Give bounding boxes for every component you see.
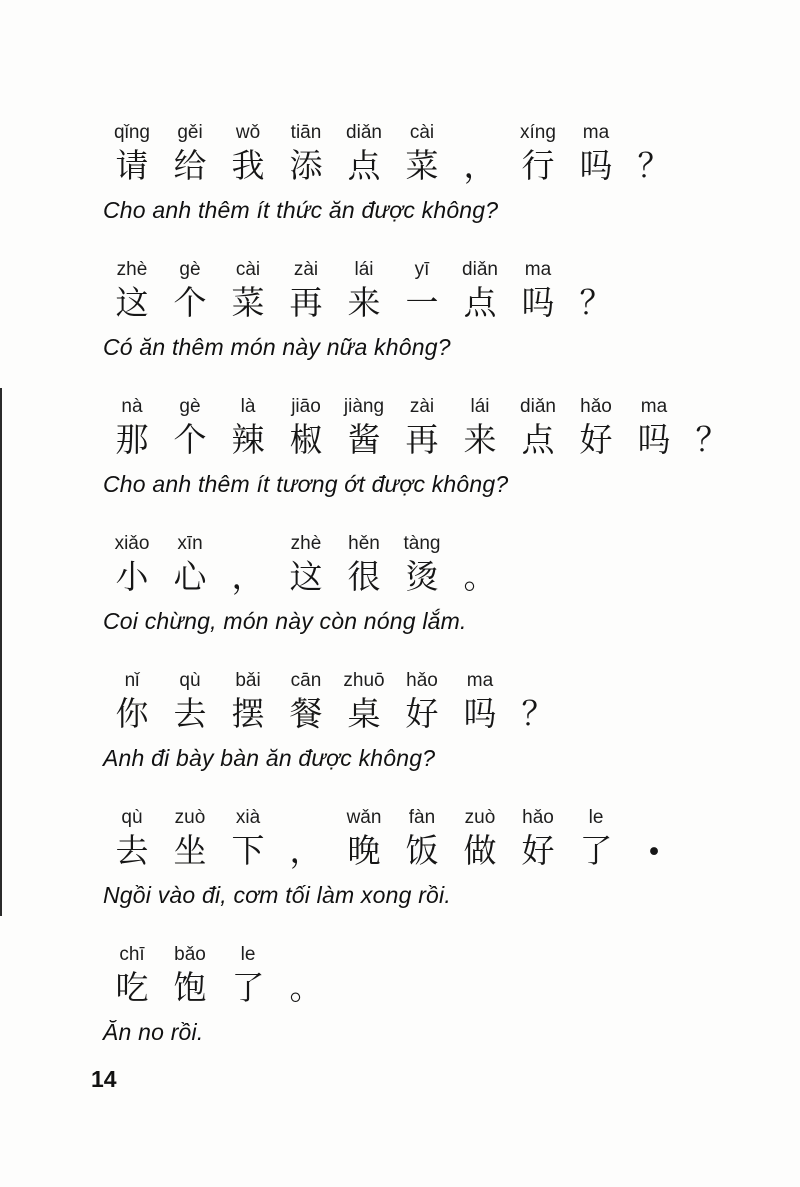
hanzi-character: 烫 (405, 560, 439, 596)
syllable-cell (277, 120, 335, 190)
pinyin-hanzi-row (103, 942, 763, 1012)
pinyin-syllable: ma (582, 122, 610, 143)
pinyin-syllable: tiān (290, 122, 322, 143)
hanzi-character: 好 (521, 834, 555, 870)
syllable-cell (451, 805, 509, 875)
syllable-cell (103, 394, 161, 464)
hanzi-character: 了 (231, 971, 265, 1007)
syllable-cell (335, 668, 393, 738)
pinyin-syllable: xià (235, 807, 261, 828)
syllable-cell (277, 942, 335, 1012)
syllable-cell (335, 394, 393, 464)
syllable-cell (219, 257, 277, 327)
hanzi-character: 吗 (521, 286, 555, 322)
syllable-cell (161, 531, 219, 601)
punctuation-mark: 。 (463, 560, 497, 596)
syllable-cell (335, 805, 393, 875)
syllable-cell (451, 257, 509, 327)
pinyin-syllable: diǎn (520, 396, 556, 417)
syllable-cell (683, 394, 741, 464)
hanzi-character: 再 (405, 423, 439, 459)
phrase-block (103, 942, 763, 1046)
pinyin-syllable: xíng (520, 122, 556, 143)
pinyin-syllable: jiàng (343, 396, 385, 417)
hanzi-character: 小 (115, 560, 149, 596)
hanzi-character: 给 (173, 149, 207, 185)
syllable-cell (161, 942, 219, 1012)
pinyin-syllable: qù (179, 670, 201, 691)
hanzi-character: 摆 (231, 697, 265, 733)
pinyin-syllable: lái (354, 259, 374, 280)
pinyin-syllable: hǎo (580, 396, 612, 417)
hanzi-character: 晚 (347, 834, 381, 870)
syllable-cell (393, 257, 451, 327)
hanzi-character: 去 (115, 834, 149, 870)
syllable-cell (567, 120, 625, 190)
hanzi-character: 一 (405, 286, 439, 322)
syllable-cell (277, 668, 335, 738)
punctuation-mark: • (648, 834, 660, 870)
syllable-cell (509, 257, 567, 327)
pinyin-syllable: zhuō (343, 670, 385, 691)
punctuation-mark: ， (231, 560, 265, 596)
pinyin-syllable: hěn (348, 533, 380, 554)
syllable-cell (103, 531, 161, 601)
pinyin-syllable: zuò (464, 807, 496, 828)
syllable-cell (509, 394, 567, 464)
pinyin-syllable: zhè (116, 259, 148, 280)
punctuation-mark: 。 (289, 971, 323, 1007)
pinyin-syllable: gè (179, 259, 201, 280)
pinyin-syllable: gè (179, 396, 201, 417)
hanzi-character: 吗 (637, 423, 671, 459)
phrase-block (103, 531, 763, 635)
hanzi-character: 桌 (347, 697, 381, 733)
hanzi-character: 吃 (115, 971, 149, 1007)
hanzi-character: 点 (463, 286, 497, 322)
syllable-cell (219, 942, 277, 1012)
syllable-cell (277, 805, 335, 875)
syllable-cell (103, 257, 161, 327)
pinyin-syllable: xīn (177, 533, 203, 554)
syllable-cell (161, 257, 219, 327)
pinyin-syllable: ma (524, 259, 552, 280)
hanzi-character: 请 (115, 149, 149, 185)
pinyin-syllable: bǎi (235, 670, 261, 691)
syllable-cell (161, 394, 219, 464)
syllable-cell (393, 120, 451, 190)
hanzi-character: 吗 (579, 149, 613, 185)
syllable-cell (567, 805, 625, 875)
syllable-cell (219, 805, 277, 875)
hanzi-character: 行 (521, 149, 555, 185)
syllable-cell (219, 531, 277, 601)
pinyin-syllable: hǎo (522, 807, 554, 828)
pinyin-syllable: là (240, 396, 256, 417)
pinyin-hanzi-row (103, 805, 763, 875)
vietnamese-translation: Cho anh thêm ít thức ăn được không? (103, 197, 499, 223)
hanzi-character: 这 (289, 560, 323, 596)
pinyin-syllable: cān (290, 670, 322, 691)
hanzi-character: 点 (521, 423, 555, 459)
syllable-cell (509, 120, 567, 190)
syllable-cell (567, 394, 625, 464)
syllable-cell (451, 394, 509, 464)
pinyin-hanzi-row (103, 120, 763, 190)
pinyin-syllable: gěi (177, 122, 203, 143)
phrase-list (103, 120, 763, 1079)
hanzi-character: 来 (463, 423, 497, 459)
pinyin-hanzi-row (103, 394, 763, 464)
vietnamese-translation: Anh đi bày bàn ăn được không? (103, 745, 436, 771)
syllable-cell (335, 257, 393, 327)
syllable-cell (625, 394, 683, 464)
pinyin-syllable: wǒ (235, 122, 261, 143)
vietnamese-translation: Coi chừng, món này còn nóng lắm. (103, 608, 467, 634)
hanzi-character: 很 (347, 560, 381, 596)
hanzi-character: 你 (115, 697, 149, 733)
hanzi-character: 下 (231, 834, 265, 870)
pinyin-syllable: chī (119, 944, 145, 965)
syllable-cell (277, 257, 335, 327)
hanzi-character: 餐 (289, 697, 323, 733)
pinyin-syllable: yī (414, 259, 430, 280)
pinyin-syllable: ma (640, 396, 668, 417)
punctuation-mark: ， (463, 149, 497, 185)
pinyin-syllable: bǎo (174, 944, 206, 965)
punctuation-mark: ？ (579, 286, 613, 322)
syllable-cell (393, 805, 451, 875)
pinyin-syllable: nǐ (124, 670, 140, 691)
hanzi-character: 好 (405, 697, 439, 733)
pinyin-syllable: hǎo (406, 670, 438, 691)
syllable-cell (451, 531, 509, 601)
pinyin-syllable: cài (235, 259, 261, 280)
pinyin-hanzi-row (103, 668, 763, 738)
hanzi-character: 椒 (289, 423, 323, 459)
pinyin-syllable: le (588, 807, 604, 828)
pinyin-syllable: cài (409, 122, 435, 143)
syllable-cell (219, 120, 277, 190)
syllable-cell (103, 668, 161, 738)
pinyin-hanzi-row (103, 531, 763, 601)
phrase-block (103, 394, 763, 498)
pinyin-syllable: nà (121, 396, 143, 417)
syllable-cell (103, 942, 161, 1012)
hanzi-character: 再 (289, 286, 323, 322)
syllable-cell (277, 394, 335, 464)
syllable-cell (103, 120, 161, 190)
syllable-cell (335, 120, 393, 190)
syllable-cell (567, 257, 625, 327)
syllable-cell (219, 394, 277, 464)
hanzi-character: 做 (463, 834, 497, 870)
punctuation-mark: ， (289, 834, 323, 870)
syllable-cell (161, 805, 219, 875)
pinyin-syllable: le (240, 944, 256, 965)
pinyin-syllable: ma (466, 670, 494, 691)
page-number: 14 (91, 1066, 117, 1092)
punctuation-mark: ？ (521, 697, 555, 733)
pinyin-syllable: diǎn (462, 259, 498, 280)
hanzi-character: 个 (173, 286, 207, 322)
vietnamese-translation: Có ăn thêm món này nữa không? (103, 334, 451, 360)
hanzi-character: 来 (347, 286, 381, 322)
hanzi-character: 点 (347, 149, 381, 185)
syllable-cell (393, 668, 451, 738)
hanzi-character: 饱 (173, 971, 207, 1007)
syllable-cell (451, 120, 509, 190)
syllable-cell (219, 668, 277, 738)
hanzi-character: 添 (289, 149, 323, 185)
pinyin-syllable: qǐng (114, 122, 150, 143)
hanzi-character: 菜 (231, 286, 265, 322)
pinyin-syllable: diǎn (346, 122, 382, 143)
pinyin-syllable: zhè (290, 533, 322, 554)
pinyin-syllable: lái (470, 396, 490, 417)
hanzi-character: 这 (115, 286, 149, 322)
syllable-cell (393, 394, 451, 464)
syllable-cell (451, 668, 509, 738)
punctuation-mark: ？ (695, 423, 729, 459)
pinyin-syllable: qù (121, 807, 143, 828)
pinyin-syllable: zuò (174, 807, 206, 828)
pinyin-syllable: xiǎo (114, 533, 150, 554)
hanzi-character: 坐 (173, 834, 207, 870)
syllable-cell (161, 120, 219, 190)
hanzi-character: 辣 (231, 423, 265, 459)
hanzi-character: 我 (231, 149, 265, 185)
syllable-cell (393, 531, 451, 601)
syllable-cell (625, 805, 683, 875)
syllable-cell (509, 668, 567, 738)
pinyin-hanzi-row (103, 257, 763, 327)
hanzi-character: 吗 (463, 697, 497, 733)
vietnamese-translation: Ăn no rồi. (103, 1019, 204, 1045)
hanzi-character: 酱 (347, 423, 381, 459)
syllable-cell (161, 668, 219, 738)
syllable-cell (509, 805, 567, 875)
hanzi-character: 那 (115, 423, 149, 459)
hanzi-character: 了 (579, 834, 613, 870)
pinyin-syllable: zài (293, 259, 319, 280)
syllable-cell (335, 531, 393, 601)
vietnamese-translation: Cho anh thêm ít tương ớt được không? (103, 471, 509, 497)
hanzi-character: 饭 (405, 834, 439, 870)
phrase-block (103, 257, 763, 361)
hanzi-character: 去 (173, 697, 207, 733)
pinyin-syllable: jiāo (291, 396, 321, 417)
pinyin-syllable: zài (409, 396, 435, 417)
pinyin-syllable: fàn (408, 807, 436, 828)
pinyin-syllable: tàng (403, 533, 441, 554)
pinyin-syllable: wǎn (346, 807, 382, 828)
hanzi-character: 个 (173, 423, 207, 459)
hanzi-character: 心 (173, 560, 207, 596)
scan-edge-line (0, 388, 2, 916)
punctuation-mark: ？ (637, 149, 671, 185)
phrase-block (103, 120, 763, 224)
phrase-block (103, 668, 763, 772)
hanzi-character: 好 (579, 423, 613, 459)
phrase-block (103, 805, 763, 909)
syllable-cell (625, 120, 683, 190)
syllable-cell (103, 805, 161, 875)
syllable-cell (277, 531, 335, 601)
hanzi-character: 菜 (405, 149, 439, 185)
vietnamese-translation: Ngồi vào đi, cơm tối làm xong rồi. (103, 882, 451, 908)
